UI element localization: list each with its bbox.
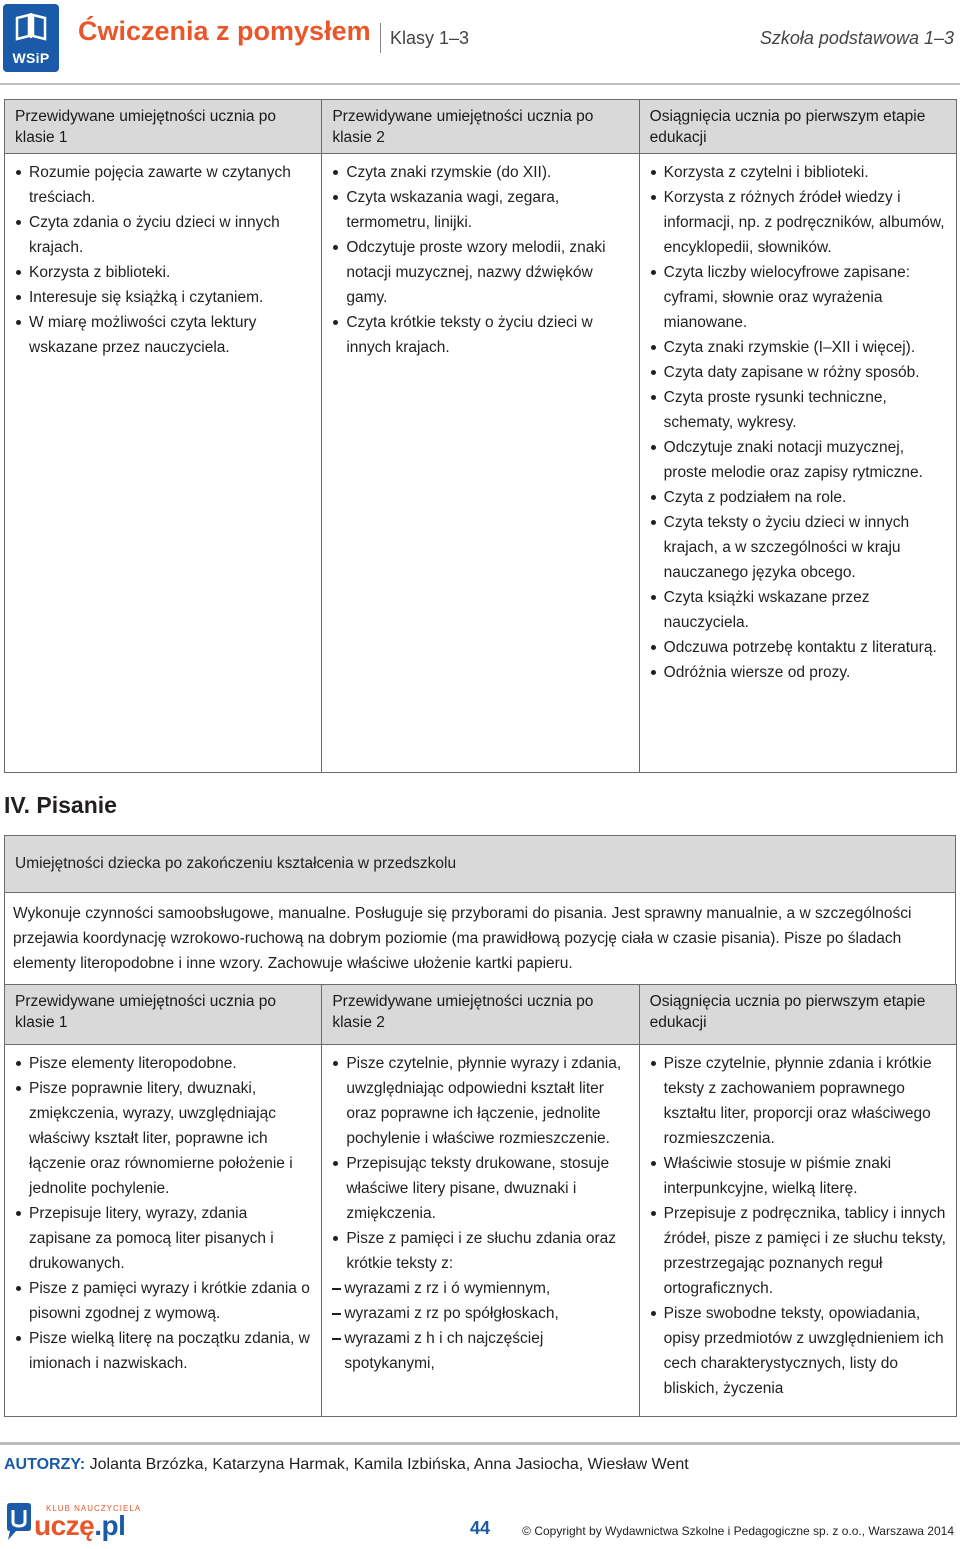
grade-label: Klasy 1–3 [390, 28, 470, 48]
column-header-grade1: Przewidywane umiejętności ucznia po klasie 1 [5, 985, 322, 1045]
list-item: Odczytuje proste wzory melodii, znaki notacji muzycznej, nazwy dźwięków gamy. [330, 235, 628, 310]
title-separator [380, 23, 381, 53]
list-item: Korzysta z czytelni i biblioteki. [648, 160, 946, 185]
writing-skills-table [4, 984, 957, 1417]
list-item: Pisze czytelnie, płynnie zdania i krótkie teksty z zachowaniem poprawnego kształtu liter, proporcji oraz właściwego rozmieszczenia. [648, 1051, 946, 1151]
list-item: Pisze wielką literę na początku zdania, w imionach i nazwiskach. [13, 1326, 311, 1376]
dash-item: wyrazami z rz i ó wymiennym, [330, 1276, 628, 1301]
grade1-cell [5, 154, 322, 773]
grade1-cell [5, 1045, 322, 1417]
list-item: Pisze z pamięci i ze słuchu zdania oraz krótkie teksty z: [330, 1226, 628, 1276]
list-item: Czyta krótkie teksty o życiu dzieci w innych krajach. [330, 310, 628, 360]
logo-main: uczę [34, 1510, 95, 1541]
list-item: Odróżnia wiersze od prozy. [648, 660, 946, 685]
logo-text: WSiP [12, 50, 50, 66]
list-item: Czyta wskazania wagi, zegara, termometru, linijki. [330, 185, 628, 235]
copyright: © Copyright by Wydawnictwa Szkolne i Pedagogiczne sp. z o.o., Warszawa 2014 [522, 1524, 954, 1538]
list-item: W miarę możliwości czyta lektury wskazane przez nauczyciela. [13, 310, 311, 360]
list-item: Czyta teksty o życiu dzieci w innych krajach, a w szczególności w kraju nauczanego języka obcego. [648, 510, 946, 585]
list-item: Pisze z pamięci wyrazy i krótkie zdania o pisowni zgodnej z wymową. [13, 1276, 311, 1326]
page-title: Ćwiczenia z pomysłem [78, 16, 371, 46]
list-item: Czyta książki wskazane przez nauczyciela. [648, 585, 946, 635]
footer-divider [0, 1442, 960, 1445]
preschool-table [4, 835, 956, 986]
list-item: Czyta zdania o życiu dzieci w innych krajach. [13, 210, 311, 260]
column-header-stage: Osiągnięcia ucznia po pierwszym etapie edukacji [639, 100, 956, 154]
list-item: Pisze czytelnie, płynnie wyrazy i zdania, uwzględniając odpowiedni kształt liter oraz poprawne ich łączenie, jednolite pochylenie i właściwe rozmieszczenie. [330, 1051, 628, 1151]
header-divider [0, 83, 960, 85]
school-label: Szkoła podstawowa 1–3 [759, 28, 954, 48]
reading-skills-table [4, 99, 957, 773]
grade2-cell [322, 154, 639, 773]
dash-item: wyrazami z rz po spółgłoskach, [330, 1301, 628, 1326]
book-icon [15, 12, 47, 42]
footer-bar [0, 1502, 960, 1546]
wsip-logo [3, 4, 59, 72]
list-item: Czyta znaki rzymskie (do XII). [330, 160, 628, 185]
list-item: Przepisuje litery, wyrazy, zdania zapisane za pomocą liter pisanych i drukowanych. [13, 1201, 311, 1276]
list-item: Czyta proste rysunki techniczne, schematy, wykresy. [648, 385, 946, 435]
list-item: Pisze poprawnie litery, dwuznaki, zmiękczenia, wyrazy, uwzględniając właściwy kształt liter, poprawne ich łączenie oraz równomierne położenie i jednolite pochylenie. [13, 1076, 311, 1201]
page-number: 44 [470, 1518, 491, 1538]
list-item: Przepisuje z podręcznika, tablicy i innych źródeł, pisze z pamięci i ze słuchu teksty, przestrzegając poznanych reguł ortograficznych. [648, 1201, 946, 1301]
list-item: Odczytuje znaki notacji muzycznej, proste melodie oraz zapisy rytmiczne. [648, 435, 946, 485]
authors-label: AUTORZY: [4, 1456, 86, 1473]
preschool-header: Umiejętności dziecka po zakończeniu kształcenia w przedszkolu [5, 836, 956, 893]
grade2-list [330, 1051, 628, 1376]
list-item: Pisze swobodne teksty, opowiadania, opisy przedmiotów z uwzględnieniem ich cech charakterystycznych, listy do bliskich, życzenia [648, 1301, 946, 1401]
list-item: Pisze elementy literopodobne. [13, 1051, 311, 1076]
list-item: Czyta liczby wielocyfrowe zapisane: cyframi, słownie oraz wyrażenia mianowane. [648, 260, 946, 335]
list-item: Przepisując teksty drukowane, stosuje właściwe litery pisane, dwuznaki i zmiękczenia. [330, 1151, 628, 1226]
list-item: Odczuwa potrzebę kontaktu z literaturą. [648, 635, 946, 660]
dash-item-continuation: spotykanymi, [344, 1355, 435, 1372]
list-item: Interesuje się książką i czytaniem. [13, 285, 311, 310]
column-header-stage: Osiągnięcia ucznia po pierwszym etapie edukacji [639, 985, 956, 1045]
list-item: Czyta znaki rzymskie (I–XII i więcej). [648, 335, 946, 360]
preschool-text: Wykonuje czynności samoobsługowe, manualne. Posługuje się przyborami do pisania. Jest sprawny manualnie, a w szczególności przejawia koordynację wzrokowo-ruchową na dobrym poziomie (ma prawidłową pozycję ciała w czasie pisania). Pisze po śladach elementy literopodobne i inne wzory. Zachowuje właściwe ułożenie kartki papieru. [5, 893, 956, 986]
authors-line [4, 1456, 689, 1474]
list-item: Korzysta z różnych źródeł wiedzy i informacji, np. z podręczników, albumów, encyklopedii, słowników. [648, 185, 946, 260]
section-title: IV. Pisanie [4, 792, 117, 818]
stage-cell [639, 154, 956, 773]
page-header [0, 0, 960, 80]
dash-item: wyrazami z h i ch najczęściej [330, 1326, 628, 1351]
stage-cell [639, 1045, 956, 1417]
stage-list [648, 160, 946, 685]
grade1-list [13, 160, 311, 360]
list-item: Czyta daty zapisane w różny sposób. [648, 360, 946, 385]
logo-caption: KLUB NAUCZYCIELA [46, 1504, 142, 1513]
logo-tld: .pl [94, 1510, 126, 1541]
list-item: Czyta z podziałem na role. [648, 485, 946, 510]
list-item: Rozumie pojęcia zawarte w czytanych treściach. [13, 160, 311, 210]
column-header-grade2: Przewidywane umiejętności ucznia po klasie 2 [322, 985, 639, 1045]
grade1-list [13, 1051, 311, 1376]
uczepl-logo [34, 1510, 125, 1542]
authors-names: Jolanta Brzózka, Katarzyna Harmak, Kamila Izbińska, Anna Jasiocha, Wiesław Went [89, 1456, 689, 1473]
grade2-list [330, 160, 628, 360]
speech-bubble-icon [4, 1502, 34, 1542]
stage-list [648, 1051, 946, 1401]
list-item: Korzysta z biblioteki. [13, 260, 311, 285]
column-header-grade2: Przewidywane umiejętności ucznia po klasie 2 [322, 100, 639, 154]
list-item: Właściwie stosuje w piśmie znaki interpunkcyjne, wielką literę. [648, 1151, 946, 1201]
column-header-grade1: Przewidywane umiejętności ucznia po klasie 1 [5, 100, 322, 154]
grade2-cell [322, 1045, 639, 1417]
